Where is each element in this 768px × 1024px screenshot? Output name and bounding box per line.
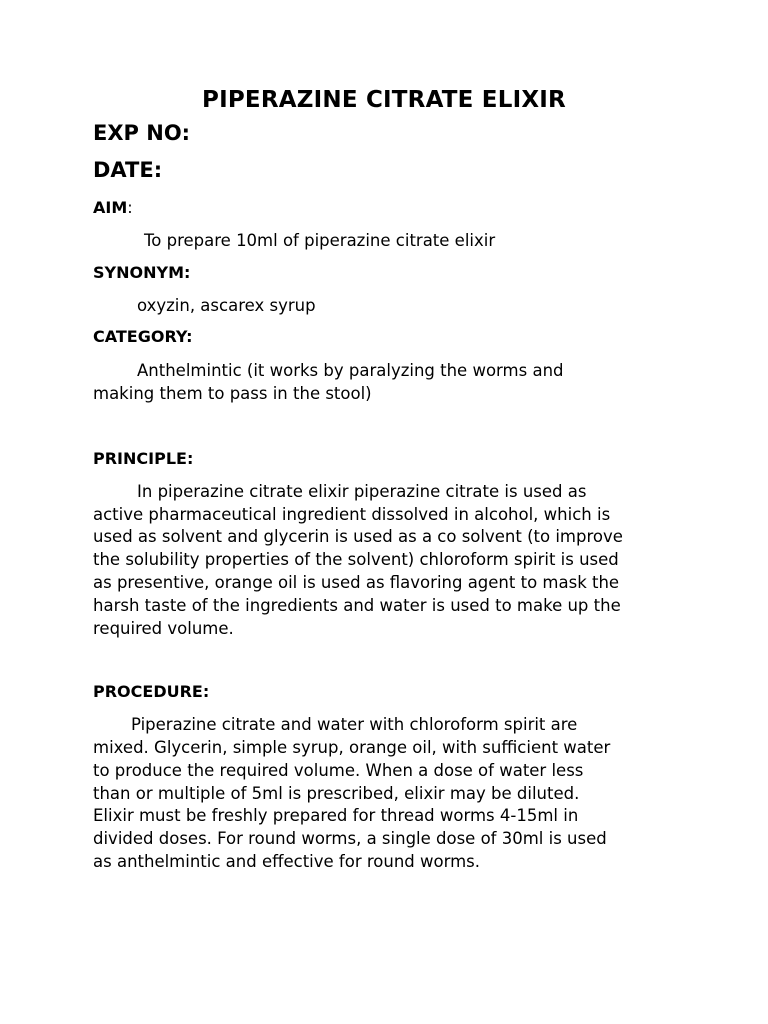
category-label: CATEGORY: <box>93 327 193 346</box>
principle-line: In piperazine citrate elixir piperazine citrate is used as <box>137 482 587 501</box>
principle-line: harsh taste of the ingredients and water is used to make up the <box>93 596 621 615</box>
aim-text: To prepare 10ml of piperazine citrate elixir <box>144 231 496 250</box>
procedure-line: mixed. Glycerin, simple syrup, orange oil, with sufficient water <box>93 738 611 757</box>
procedure-line: than or multiple of 5ml is prescribed, elixir may be diluted. <box>93 784 580 803</box>
exp-no-label: EXP NO: <box>93 121 191 145</box>
principle-line: active pharmaceutical ingredient dissolved in alcohol, which is <box>93 505 611 524</box>
aim-heading <box>93 198 133 217</box>
category-line-2: making them to pass in the stool) <box>93 384 372 403</box>
date-label: DATE: <box>93 158 163 182</box>
procedure-line: divided doses. For round worms, a single dose of 30ml is used <box>93 829 607 848</box>
aim-label: AIM <box>93 198 128 217</box>
principle-line: used as solvent and glycerin is used as a co solvent (to improve <box>93 527 623 546</box>
procedure-line: Elixir must be freshly prepared for thread worms 4-15ml in <box>93 806 579 825</box>
category-line-1: Anthelmintic (it works by paralyzing the worms and <box>137 361 564 380</box>
procedure-label: PROCEDURE: <box>93 682 210 701</box>
procedure-line: as anthelmintic and effective for round worms. <box>93 852 480 871</box>
procedure-line: to produce the required volume. When a dose of water less <box>93 761 584 780</box>
synonym-text: oxyzin, ascarex syrup <box>137 296 316 315</box>
synonym-label: SYNONYM: <box>93 263 191 282</box>
principle-line: the solubility properties of the solvent) chloroform spirit is used <box>93 550 619 569</box>
procedure-line: Piperazine citrate and water with chloroform spirit are <box>131 715 578 734</box>
document-title: PIPERAZINE CITRATE ELIXIR <box>202 87 566 113</box>
aim-colon: : <box>127 198 133 217</box>
principle-line: as presentive, orange oil is used as flavoring agent to mask the <box>93 573 620 592</box>
principle-label: PRINCIPLE: <box>93 449 194 468</box>
principle-line: required volume. <box>93 619 234 638</box>
